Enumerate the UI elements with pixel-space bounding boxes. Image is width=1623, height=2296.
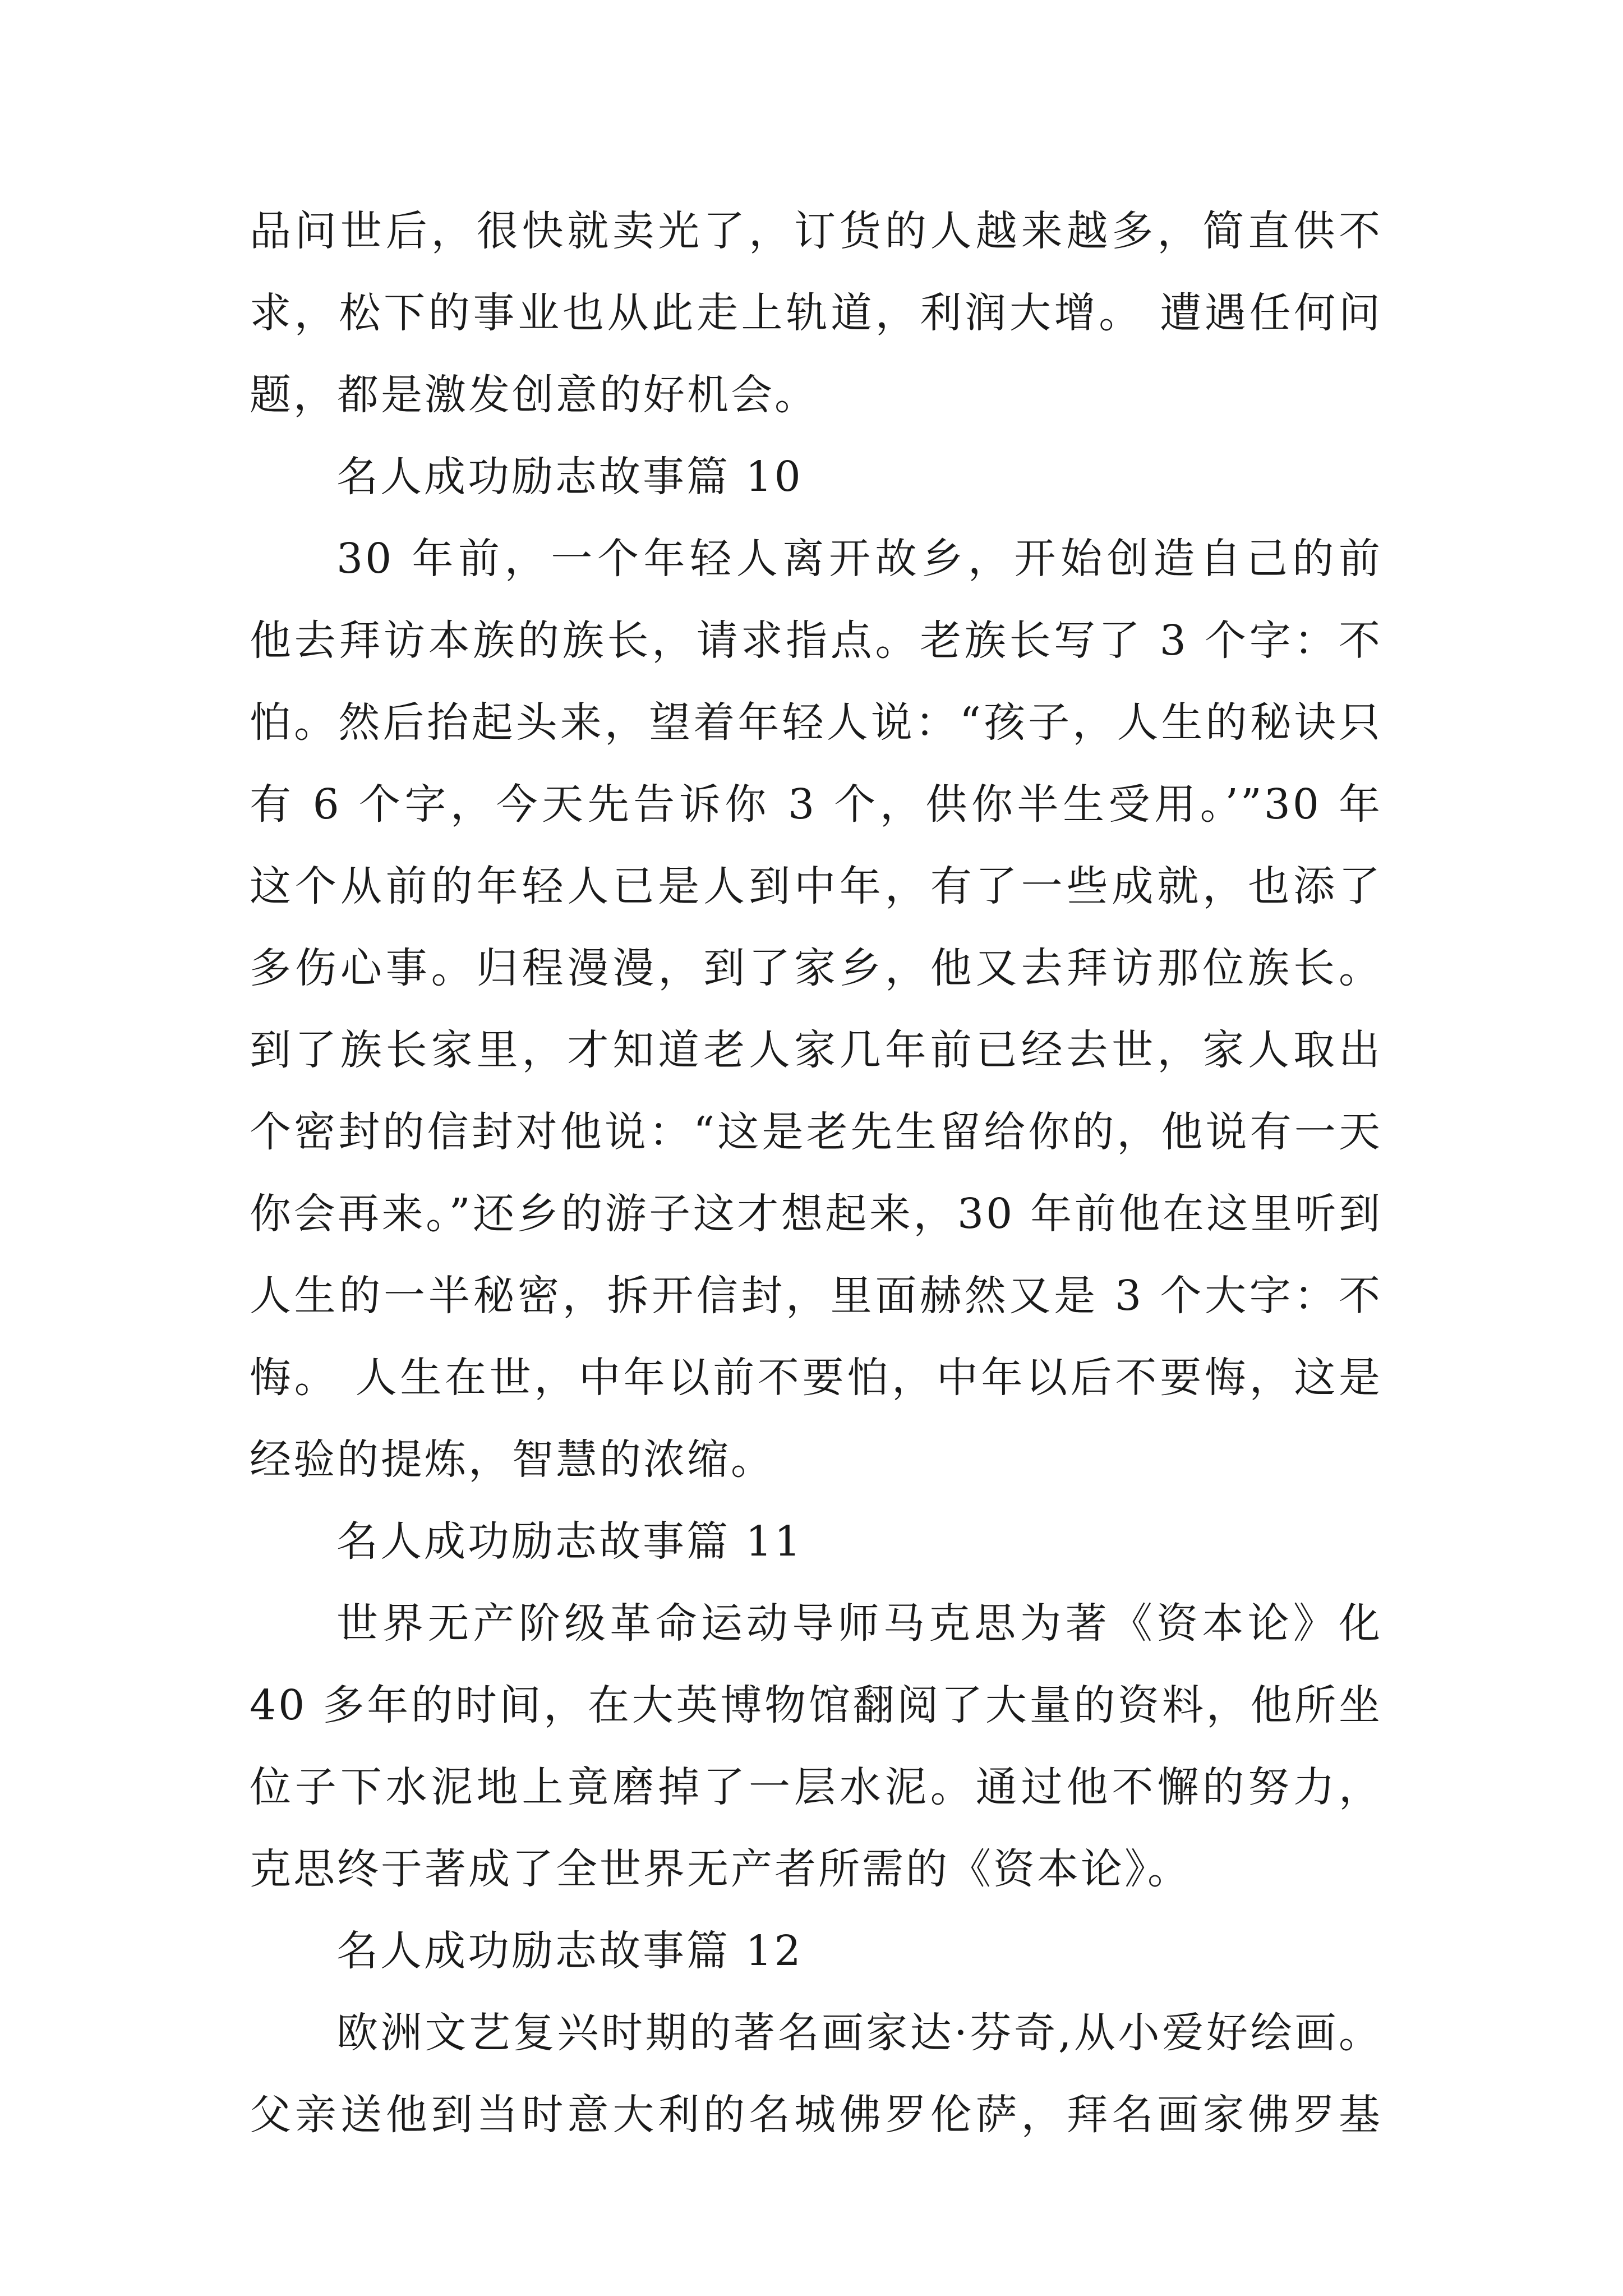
body-text-line: 父亲送他到当时意大利的名城佛罗伦萨，拜名画家佛罗基: [250, 2091, 1382, 2139]
body-text-line: 多伤心事。归程漫漫，到了家乡，他又去拜访那位族长。: [250, 944, 1382, 992]
body-text-line: 你会再来。”还乡的游子这才想起来，30 年前他在这里听到: [250, 1190, 1382, 1238]
body-text-line: 有 6 个字，今天先告诉你 3 个，供你半生受用。’”30 年: [250, 780, 1382, 829]
section-heading: 名人成功励志故事篇 10: [336, 453, 803, 501]
section-heading: 名人成功励志故事篇 12: [336, 1927, 803, 1975]
body-text-line: 求，松下的事业也从此走上轨道，利润大增。 遭遇任何问: [250, 289, 1382, 337]
body-text-line: 人生的一半秘密，拆开信封，里面赫然又是 3 个大字：不: [250, 1272, 1382, 1320]
body-text-line: 品问世后，很快就卖光了，订货的人越来越多，简直供不: [250, 207, 1382, 255]
body-text-line: 他去拜访本族的族长，请求指点。老族长写了 3 个字：不: [250, 616, 1382, 665]
body-text-line: 克思终于著成了全世界无产者所需的《资本论》。: [250, 1845, 1191, 1893]
body-text-line: 这个从前的年轻人已是人到中年，有了一些成就，也添了: [250, 862, 1382, 910]
body-text-line: 世界无产阶级革命运动导师马克思为著《资本论》化: [336, 1599, 1382, 1648]
body-text-line: 经验的提炼，智慧的浓缩。: [250, 1435, 774, 1484]
body-text-line: 题，都是激发创意的好机会。: [250, 371, 818, 419]
body-text-line: 个密封的信封对他说：“这是老先生留给你的，他说有一天: [250, 1108, 1382, 1156]
body-text-line: 悔。 人生在世，中年以前不要怕，中年以后不要悔，这是: [250, 1354, 1382, 1402]
section-heading: 名人成功励志故事篇 11: [336, 1517, 803, 1566]
body-text-line: 怕。然后抬起头来，望着年轻人说：“孩子，人生的秘诀只: [250, 698, 1382, 747]
body-text-line: 40 多年的时间，在大英博物馆翻阅了大量的资料，他所坐: [250, 1681, 1382, 1729]
body-text-line: 位子下水泥地上竟磨掉了一层水泥。通过他不懈的努力，: [250, 1763, 1382, 1811]
body-text-line: 30 年前，一个年轻人离开故乡，开始创造自己的前: [336, 535, 1382, 583]
body-text-line: 到了族长家里，才知道老人家几年前已经去世，家人取出: [250, 1026, 1382, 1074]
body-text-line: 欧洲文艺复兴时期的著名画家达·芬奇,从小爱好绘画。: [336, 2009, 1382, 2057]
